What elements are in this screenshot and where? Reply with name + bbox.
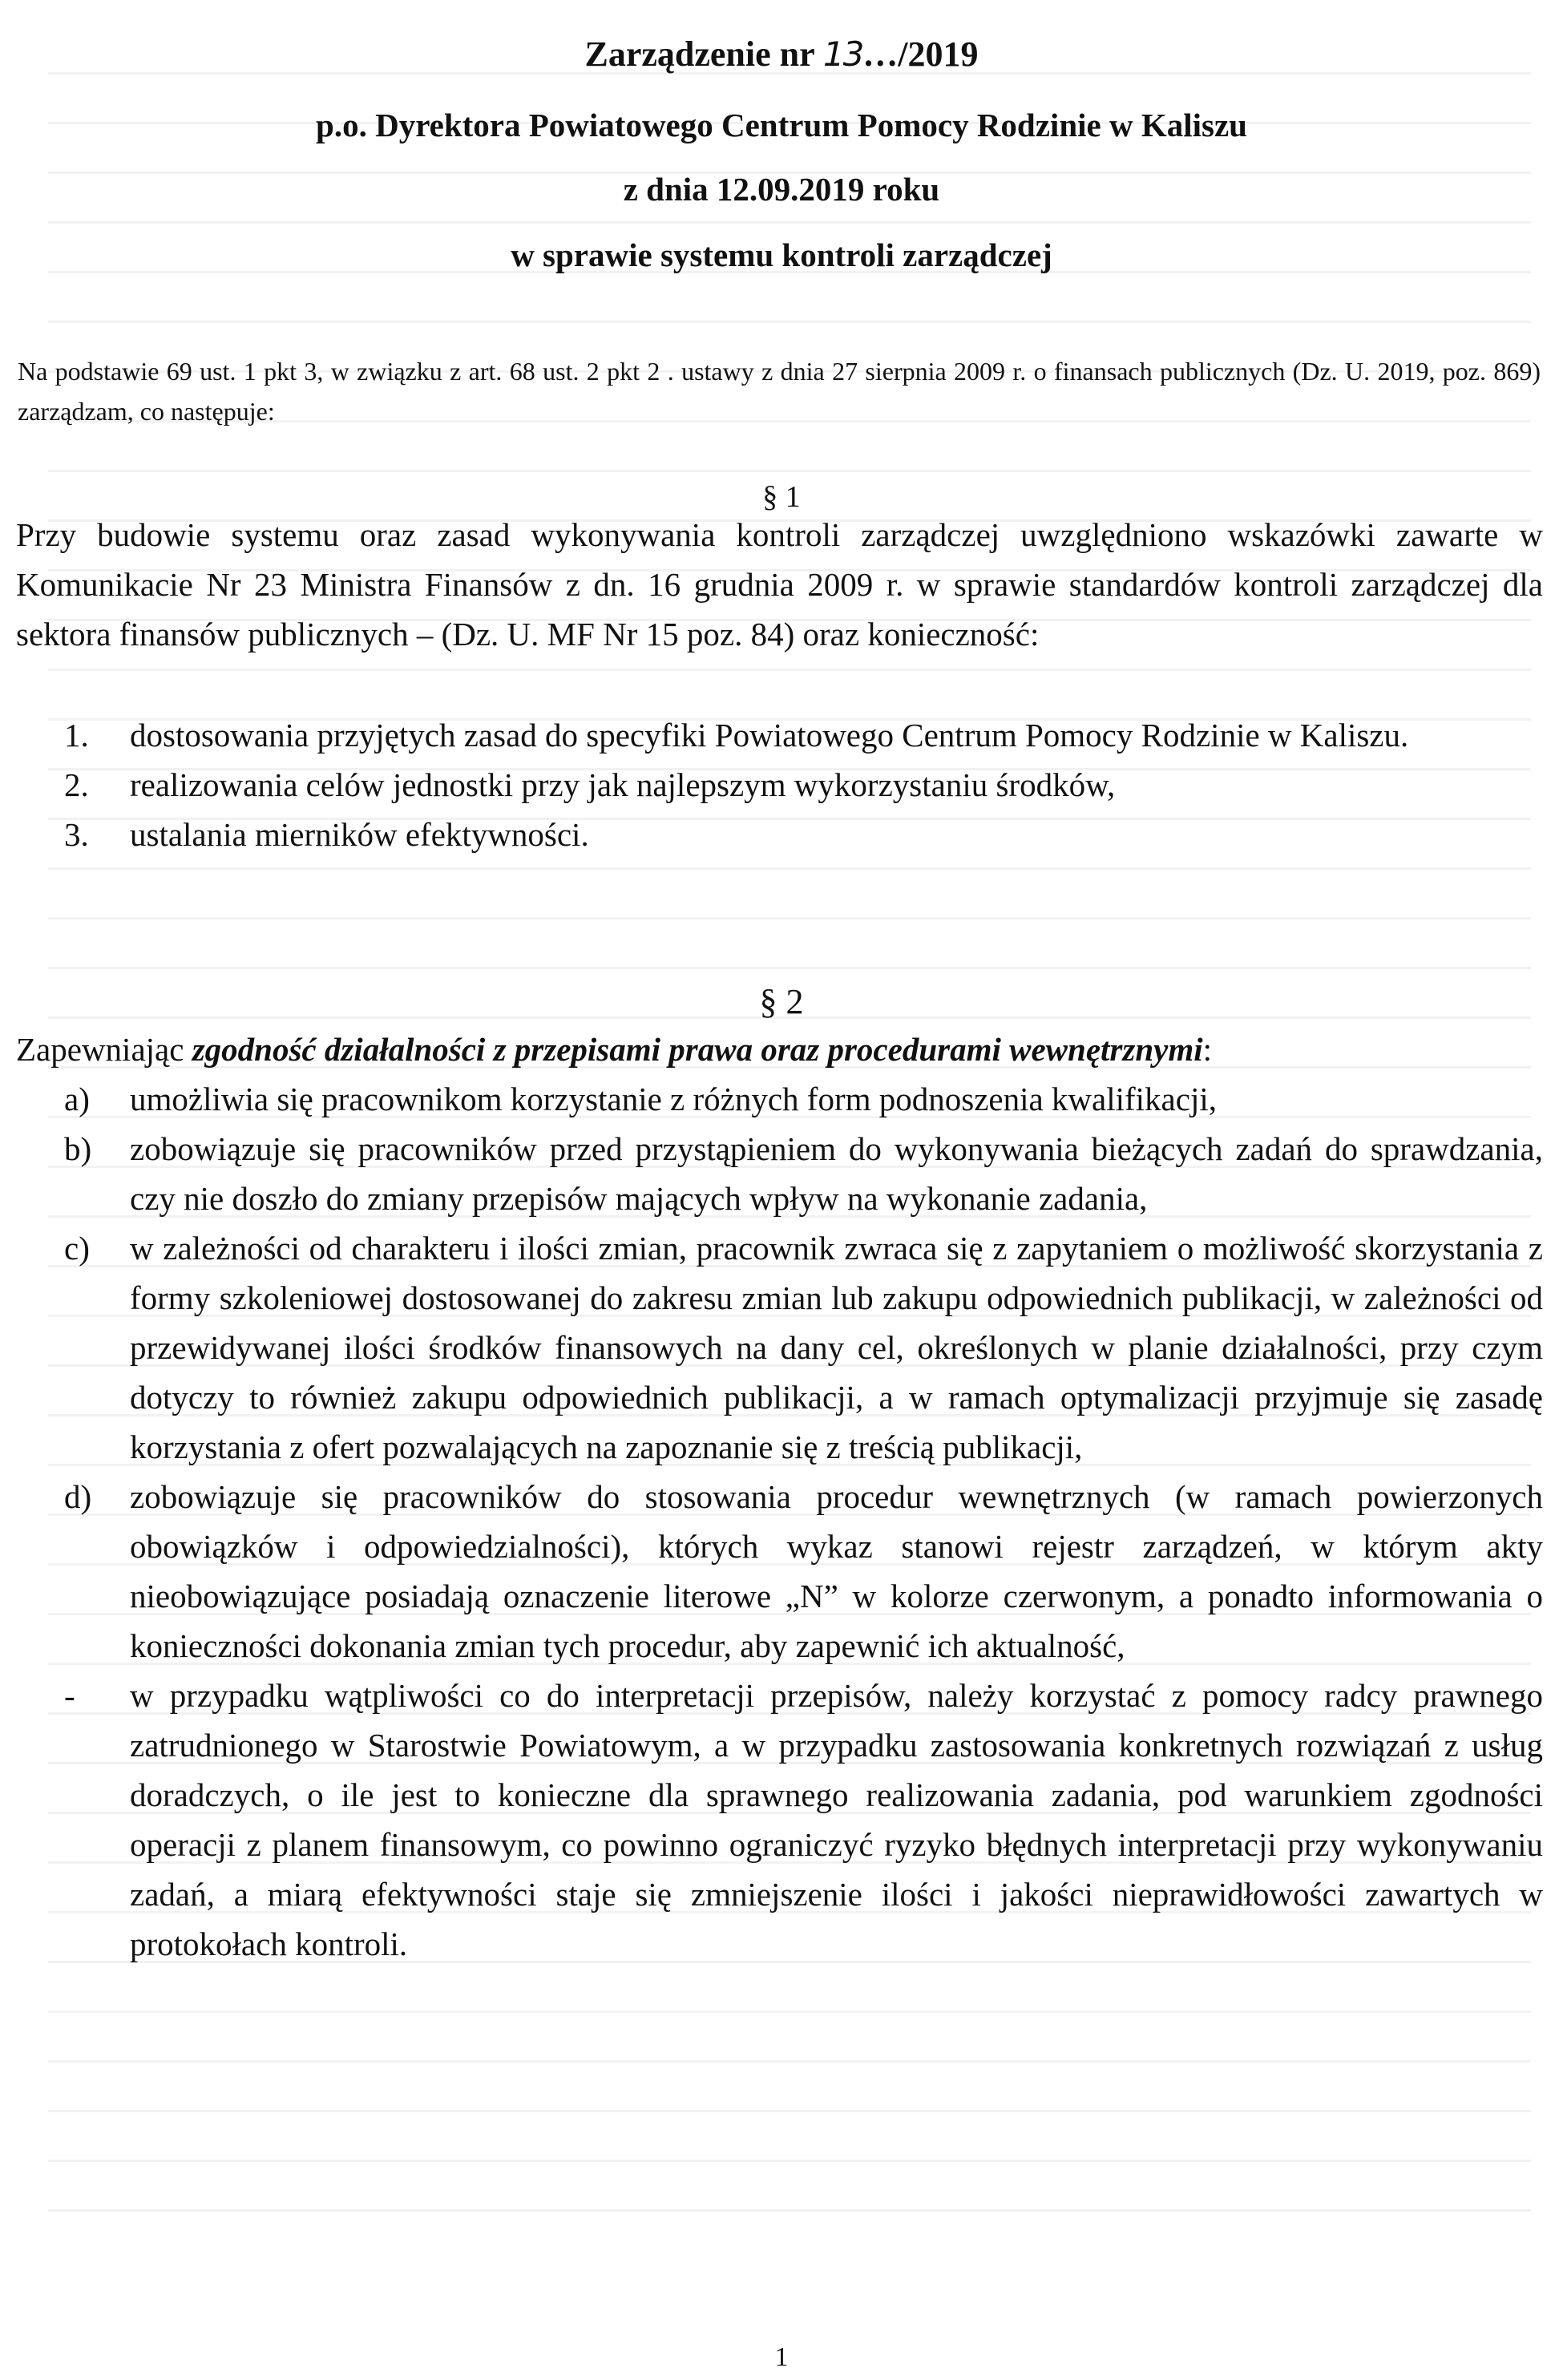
list-marker: 2. (64, 766, 89, 803)
section-1-intro: Przy budowie systemu oraz zasad wykonywania kontroli zarządczej uwzględniono wskazówki zawarte w Komunikacie Nr 23 Ministra Finansów z dn. 16 grudnia 2009 r. w sprawie standardów kontroli zarządczej dla sektora finansów publicznych – (Dz. U. MF Nr 15 poz. 84) oraz konieczność: (16, 516, 1543, 653)
list-item (16, 1472, 1543, 1671)
intro-prefix: Zapewniając (16, 1031, 184, 1068)
list-item (16, 1223, 1543, 1472)
issuer-line: p.o. Dyrektora Powiatowego Centrum Pomocy Rodzinie w Kaliszu (316, 107, 1247, 143)
title-prefix: Zarządzenie nr (584, 34, 814, 74)
list-marker: 1. (64, 717, 89, 754)
list-item (16, 1124, 1543, 1223)
title-suffix: …/2019 (862, 34, 979, 74)
handwritten-number: 13 (822, 34, 863, 74)
intro-emphasis: zgodność działalności z przepisami prawa oraz procedurami wewnętrznymi (192, 1031, 1203, 1068)
list-marker: d) (64, 1478, 92, 1515)
section-2-intro (16, 1024, 1543, 1074)
list-item-text: realizowania celów jednostki przy jak najlepszym wykorzystaniu środków, (130, 766, 1116, 803)
intro-suffix: : (1202, 1031, 1213, 1068)
section-2-list (16, 1074, 1543, 1969)
list-item-text: w zależności od charakteru i ilości zmian, pracownik zwraca się z zapytaniem o możliwość skorzystania z formy szkoleniowej dostosowanej do zakresu zmian lub zakupu odpowiednich publikacji, w zależności od przewidywanej ilości środków finansowych na dany cel, określonych w planie działalności, przy czym dotyczy to również zakupu odpowiednich publikacji, a w ramach optymalizacji przyjmuje się zasadę korzystania z ofert pozwalających na zapoznanie się z treścią publikacji, (130, 1230, 1543, 1465)
list-item (16, 1074, 1543, 1124)
document-title (0, 34, 1563, 75)
section-2-sign: § 2 (759, 982, 804, 1021)
list-item-text: umożliwia się pracownikom korzystanie z różnych form podnoszenia kwalifikacji, (130, 1081, 1217, 1117)
list-marker: c) (64, 1230, 90, 1267)
list-item-text: zobowiązuje się pracowników do stosowania procedur wewnętrznych (w ramach powierzonych obowiązków i odpowiedzialności), których wykaz stanowi rejestr zarządzeń, w którym akty nieobowiązujące posiadają oznaczenie literowe „N” w kolorze czerwonym, a ponadto informowania o konieczności dokonania zmian tych procedur, aby zapewnić ich aktualność, (130, 1478, 1543, 1664)
list-item (16, 1671, 1543, 1969)
legal-basis: Na podstawie 69 ust. 1 pkt 3, w związku z art. 68 ust. 2 pkt 2 . ustawy z dnia 27 sierpnia 2009 r. o finansach publicznych (Dz. U. 2019, poz. 869) zarządzam, co następuje: (18, 357, 1541, 426)
list-marker: - (64, 1677, 75, 1714)
section-1-list (16, 710, 1543, 859)
list-marker: 3. (64, 816, 89, 853)
section-1-sign: § 1 (762, 480, 801, 514)
list-item-text: w przypadku wątpliwości co do interpretacji przepisów, należy korzystać z pomocy radcy prawnego zatrudnionego w Starostwie Powiatowym, a w przypadku zastosowania konkretnych rozwiązań z usług doradczych, o ile jest to konieczne dla sprawnego realizowania zadania, pod warunkiem zgodności operacji z planem finansowym, co powinno ograniczyć ryzyko błędnych interpretacji przy wykonywaniu zadań, a miarą efektywności staje się zmniejszenie ilości i jakości nieprawidłowości zawartych w protokołach kontroli. (130, 1677, 1543, 1962)
list-item-text: ustalania mierników efektywności. (130, 816, 589, 853)
list-item-text: zobowiązuje się pracowników przed przystąpieniem do wykonywania bieżących zadań do sprawdzania, czy nie doszło do zmiany przepisów mających wpływ na wykonanie zadania, (130, 1130, 1543, 1217)
page-number: 1 (774, 2342, 789, 2372)
list-item (16, 710, 1543, 760)
subject-line: w sprawie systemu kontroli zarządczej (511, 236, 1052, 273)
date-line: z dnia 12.09.2019 roku (623, 171, 940, 208)
list-marker: a) (64, 1081, 90, 1117)
list-item (16, 810, 1543, 859)
list-item-text: dostosowania przyjętych zasad do specyfiki Powiatowego Centrum Pomocy Rodzinie w Kaliszu. (130, 717, 1409, 754)
list-marker: b) (64, 1130, 92, 1167)
list-item (16, 760, 1543, 810)
